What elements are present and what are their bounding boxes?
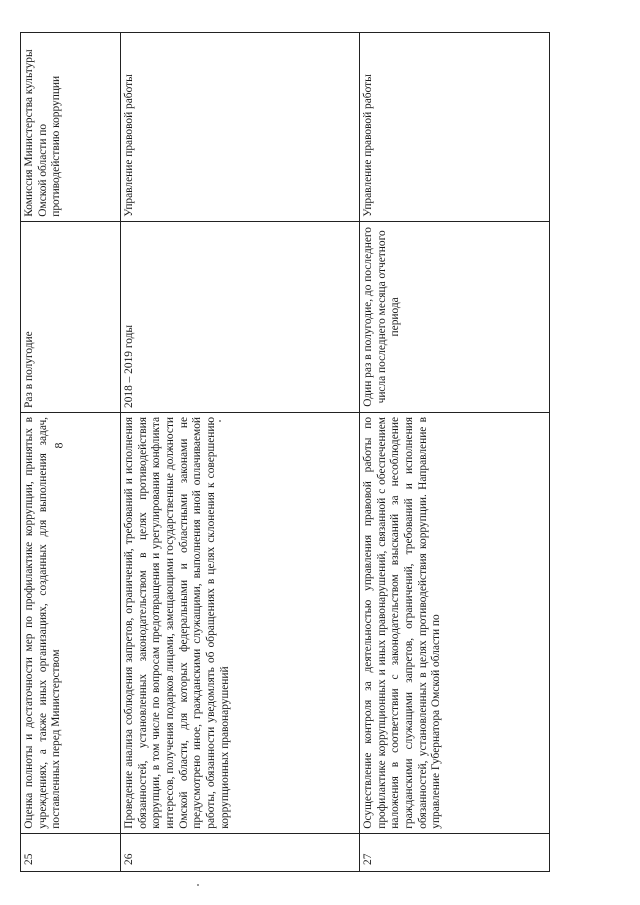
measure-period: Один раз в полугодие, до последнего числа последнего месяца отчетного периода [360,221,550,412]
row-number: 25 [21,833,121,871]
measure-responsible: Управление правовой работы [121,33,360,222]
measure-period: Раз в полугодие [21,221,121,412]
measure-description: Оценка полноты и достаточности мер по профилактике коррупции, принятых в учреждениях, а также иных организациях, созданных для выполнения задач, поставленных перед Министерством [21,412,121,833]
measure-description: Проведение анализа соблюдения запретов, ограничений, требований и исполнения обязанностей, установленных законодательством в целях противодействия коррупции, в том числе по вопросам предотвращения и урегулирования конфликта интересов, получения подарков лицами, замещающими государственные должности Омской области, для которых федеральными и областными законами не предусмотрено иное, гражданскими служащими, выполнения иной оплачиваемой работы, обязанности уведомлять об обращениях в целях склонения к совершению коррупционных правонарушений [121,412,360,833]
row-number: 26 [121,833,360,871]
rotated-page [20,32,620,872]
table-row [21,33,121,872]
measure-responsible: Комиссия Министерства культуры Омской области по противодействию коррупции [21,33,121,222]
measures-table [20,32,550,872]
measure-description: Осуществление контроля за деятельностью управления правовой работы по профилактике коррупционных и иных правонарушений, связанной с обеспечением наложения в соответствии с законодательством взысканий за несоблюдение гражданскими служащими запретов, ограничений, требований и исполнения обязанностей, установленных в целях противодействия коррупции. Направление в управление Губернатора Омской области по [360,412,550,833]
scan-dot [219,420,221,422]
page-number: 8 [51,442,66,449]
row-number: 27 [360,833,550,871]
table-row [360,33,550,872]
scan-dot [197,884,199,886]
measure-period: 2018 – 2019 годы [121,221,360,412]
table-frame [20,32,620,872]
measure-responsible: Управление правовой работы [360,33,550,222]
table-row [121,33,360,872]
